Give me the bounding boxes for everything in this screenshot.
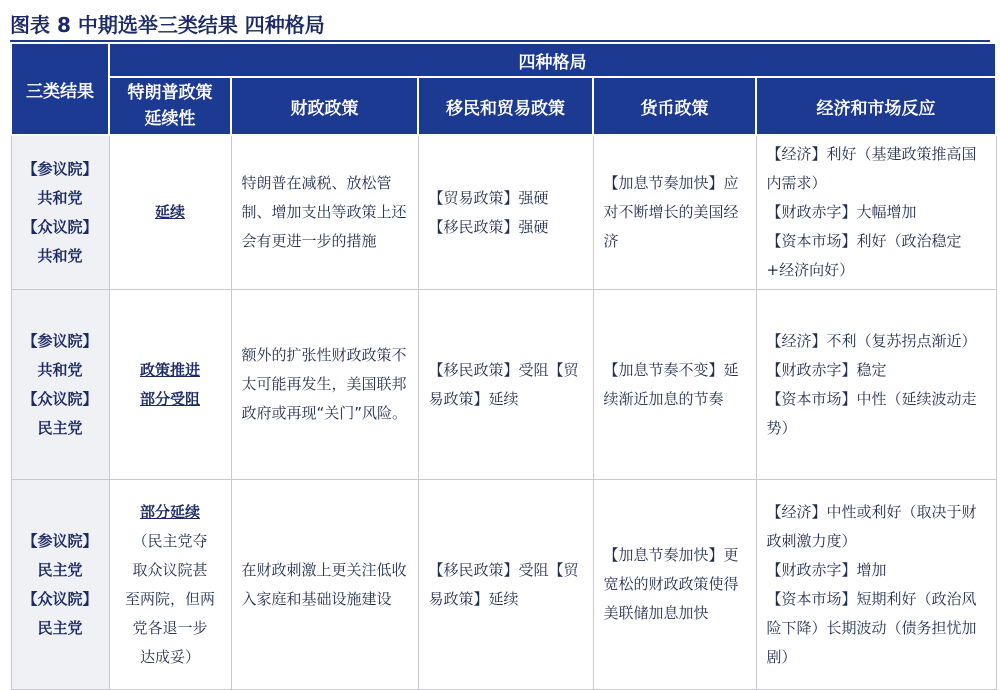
market-line: 【财政赤字】增加 xyxy=(766,560,887,579)
continuity-note-line: 党各退一步 xyxy=(132,618,208,637)
header-trade: 移民和贸易政策 xyxy=(418,77,593,135)
market-line: 【资本市场】短期利好（政治风险下降）长期波动（债务担忧加剧） xyxy=(766,589,977,666)
trade-cell xyxy=(418,290,593,480)
header-monetary: 货币政策 xyxy=(593,77,756,135)
result-cell xyxy=(11,480,109,690)
market-line: 【财政赤字】稳定 xyxy=(766,360,887,379)
result-senate-label: 【参议院】 xyxy=(22,531,98,550)
market-line: 【财政赤字】大幅增加 xyxy=(766,203,917,221)
monetary-cell: 【加息节奏不变】延续渐近加息的节奏 xyxy=(593,290,756,480)
header-continuity: 特朗普政策 延续性 xyxy=(109,77,231,135)
result-house-party: 民主党 xyxy=(37,418,83,437)
result-house-label: 【众议院】 xyxy=(22,389,98,408)
fiscal-cell: 在财政刺激上更关注低收入家庭和基础设施建设 xyxy=(231,480,418,690)
continuity-cell xyxy=(109,290,231,480)
continuity-note-line: 达成妥） xyxy=(139,647,200,666)
trade-line: 【移民政策】强硬 xyxy=(428,217,549,236)
table-row xyxy=(11,135,996,290)
trade-line: 【移民政策】受阻【贸易政策】延续 xyxy=(428,560,579,608)
result-house-party: 共和党 xyxy=(37,246,83,265)
fiscal-cell: 额外的扩张性财政政策不太可能再发生，美国联邦政府或再现“关门”风险。 xyxy=(231,290,418,480)
market-cell xyxy=(756,290,996,480)
continuity-label: 政策推进 部分受阻 xyxy=(139,360,200,408)
monetary-cell: 【加息节奏加快】应对不断增长的美国经济 xyxy=(593,135,756,290)
header-fiscal: 财政政策 xyxy=(231,77,418,135)
trade-line: 【移民政策】受阻【贸易政策】延续 xyxy=(428,360,579,408)
scenario-table xyxy=(10,42,997,690)
market-line: 【资本市场】中性（延续波动走势） xyxy=(766,389,977,437)
result-house-label: 【众议院】 xyxy=(22,589,98,608)
continuity-label: 部分延续 xyxy=(139,502,200,521)
market-line: 【经济】不利（复苏拐点渐近） xyxy=(766,331,977,350)
market-line: 【资本市场】利好（政治稳定+经济向好） xyxy=(766,232,962,279)
fiscal-cell: 特朗普在减税、放松管制、增加支出等政策上还会有更进一步的措施 xyxy=(231,135,418,290)
result-senate-party: 共和党 xyxy=(37,360,83,379)
continuity-note-line: 取众议院甚 xyxy=(132,560,208,579)
trade-cell xyxy=(418,480,593,690)
result-house-party: 民主党 xyxy=(37,618,83,637)
result-cell xyxy=(11,290,109,480)
header-results: 三类结果 xyxy=(11,43,109,135)
market-cell xyxy=(756,135,996,290)
result-house-label: 【众议院】 xyxy=(22,217,98,236)
market-line: 【经济】利好（基建政策推高国内需求） xyxy=(766,145,977,192)
result-cell xyxy=(11,135,109,290)
header-market: 经济和市场反应 xyxy=(756,77,996,135)
continuity-note-line: 至两院，但两 xyxy=(124,589,215,608)
continuity-note-line: （民主党夺 xyxy=(132,531,208,550)
continuity-label: 延续 xyxy=(154,203,185,221)
continuity-cell xyxy=(109,135,231,290)
table-row xyxy=(11,290,996,480)
table-row xyxy=(11,480,996,690)
market-line: 【经济】中性或利好（取决于财政刺激力度） xyxy=(766,502,977,550)
result-senate-party: 民主党 xyxy=(37,560,83,579)
monetary-cell: 【加息节奏加快】更宽松的财政政策使得美联储加息加快 xyxy=(593,480,756,690)
result-senate-label: 【参议院】 xyxy=(22,159,98,178)
result-senate-party: 共和党 xyxy=(37,188,83,207)
continuity-cell xyxy=(109,480,231,690)
result-senate-label: 【参议院】 xyxy=(22,331,98,350)
figure-title: 图表 8 中期选举三类结果 四种格局 xyxy=(10,8,990,42)
header-scenarios: 四种格局 xyxy=(109,43,996,77)
market-cell xyxy=(756,480,996,690)
trade-cell xyxy=(418,135,593,290)
trade-line: 【贸易政策】强硬 xyxy=(428,188,549,207)
